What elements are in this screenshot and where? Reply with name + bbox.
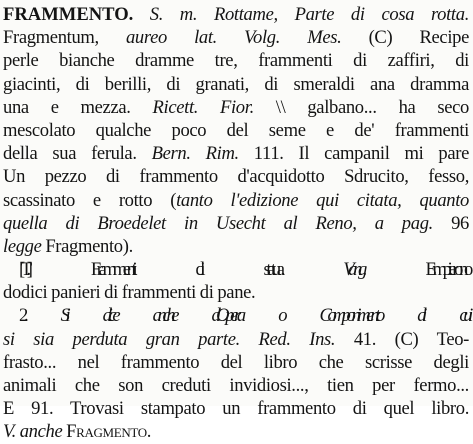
body-text: animali che son creduti invidiosi..., tien per fermo...: [3, 375, 469, 396]
body-text: 111. Il campanil mi pare: [238, 143, 469, 165]
small-caps-text: Fragmento: [66, 421, 147, 443]
entry-line: [3, 142, 469, 165]
headword: FRAMMENTO: [3, 4, 129, 25]
entry-line: [3, 397, 469, 420]
body-text: 96: [432, 212, 469, 234]
body-text: 41. (C) Teo-: [335, 328, 470, 350]
body-text: scassinato e rotto (: [3, 189, 177, 211]
body-text: Empierono: [363, 259, 469, 281]
italic-text: V. anche: [3, 421, 67, 443]
body-text: giacinti, di berilli, di granati, di smeraldi ana dramma: [3, 73, 469, 95]
italic-text: Si dice anche d'Opera o Componimento di cui: [60, 305, 469, 327]
entry-line: [3, 3, 469, 26]
entry-line: [3, 281, 469, 304]
body-text: 2.: [19, 305, 61, 327]
body-text: Fragmento).: [41, 235, 133, 257]
headword-punctuation: .: [128, 4, 150, 25]
entry-line: [3, 212, 469, 235]
italic-text: tanto l'edizione qui citata, quanto: [176, 189, 470, 211]
body-text: della sua ferula.: [3, 143, 152, 165]
body-text: perle bianche dramme tre, frammenti di zaffiri, di: [3, 50, 469, 72]
body-text: [T.] Frammenti di statua.: [19, 259, 344, 281]
body-text: Un pezzo di frammento d'acquidotto Sdrucito, fesso,: [3, 166, 469, 188]
entry-line: [3, 49, 469, 72]
body-text: mescolato qualche poco del seme e de' frammenti: [3, 119, 469, 141]
italic-text: Ricett. Fior.: [152, 96, 254, 118]
entry-line: [3, 304, 469, 327]
entry-line: [3, 374, 469, 397]
body-text: dodici panieri di frammenti di pane.: [3, 282, 256, 304]
dictionary-entry-frammento: [3, 3, 469, 444]
italic-text: legge: [3, 235, 42, 257]
entry-line: [3, 26, 469, 49]
body-text: una e mezza.: [3, 96, 153, 118]
entry-line: [3, 119, 469, 142]
entry-line: [3, 189, 469, 212]
italic-text: aureo lat. Volg. Mes.: [125, 27, 342, 49]
italic-text: quella di Broedelet in Usecht al Reno, a pag.: [3, 212, 433, 234]
italic-text: S. m. Rottame, Parte di cosa rotta.: [149, 4, 469, 25]
entry-line: [3, 328, 469, 351]
italic-text: Bern. Rim.: [151, 143, 239, 165]
body-text: E 91. Trovasi stampato un frammento di quel libro.: [3, 398, 469, 420]
entry-line: [3, 73, 469, 96]
body-text: \\ galbano... ha seco: [253, 96, 469, 118]
entry-line: [3, 420, 469, 443]
italic-text: Vang.: [343, 259, 364, 281]
entry-line: [3, 96, 469, 119]
body-text: Fragmentum,: [3, 27, 126, 49]
entry-line: [3, 235, 469, 258]
body-text: .: [146, 421, 152, 443]
body-text: (C) Recipe: [341, 27, 469, 49]
entry-line: [3, 351, 469, 374]
entry-line: [3, 165, 469, 188]
italic-text: si sia perduta gran parte. Red. Ins.: [3, 328, 336, 350]
entry-line: [3, 258, 469, 281]
body-text: frasto... nel frammento del libro che scrisse degli: [3, 351, 469, 373]
